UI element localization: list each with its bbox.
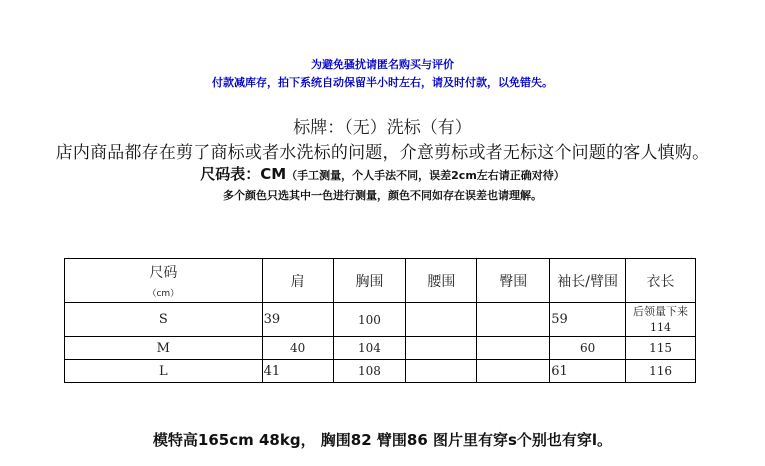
cell-shoulder: 39: [262, 303, 333, 337]
header-length: 衣长: [626, 259, 696, 303]
size-chart-heading: [0, 163, 765, 184]
cell-waist: [406, 303, 477, 337]
header-waist: 腰围: [406, 259, 477, 303]
cell-waist: [406, 360, 477, 383]
cell-shoulder: 40: [262, 337, 333, 360]
table-row: [65, 360, 696, 383]
cell-length-note: 后领量下来: [633, 304, 689, 318]
size-chart-title: 尺码表：CM: [200, 165, 287, 183]
cell-hip: [477, 303, 550, 337]
size-table: [64, 258, 696, 383]
cell-length-value: 114: [650, 320, 672, 334]
cell-size: S: [65, 303, 263, 337]
color-note: 多个颜色只选其中一色进行测量，颜色不同如存在误差也请理解。: [223, 189, 542, 202]
cell-sleeve: 60: [550, 337, 626, 360]
cell-sleeve: 59: [550, 303, 626, 337]
cell-size: M: [65, 337, 263, 360]
table-row: [65, 303, 696, 337]
brand-label-line: 标牌：（无）洗标（有）: [293, 118, 472, 138]
header-size-label: 尺码: [149, 265, 178, 281]
cell-length: [626, 303, 696, 337]
header-unit: （cm）: [147, 289, 180, 299]
notice-payment: 付款减库存，拍下系统自动保留半小时左右，请及时付款，以免错失。: [212, 76, 553, 89]
cell-size: L: [65, 360, 263, 383]
shop-warning-line: 店内商品都存在剪了商标或者水洗标的问题，介意剪标或者无标这个问题的客人慎购。: [55, 143, 710, 163]
table-row: [65, 337, 696, 360]
table-header-row: [65, 259, 696, 303]
cell-hip: [477, 360, 550, 383]
header-sleeve: 袖长/臂围: [550, 259, 626, 303]
cell-length: 115: [626, 337, 696, 360]
cell-hip: [477, 337, 550, 360]
cell-waist: [406, 337, 477, 360]
cell-chest: 108: [333, 360, 406, 383]
cell-chest: 100: [333, 303, 406, 337]
cell-sleeve: 61: [550, 360, 626, 383]
cell-chest: 104: [333, 337, 406, 360]
header-chest: 胸围: [333, 259, 406, 303]
cell-shoulder: 41: [262, 360, 333, 383]
cell-length: 116: [626, 360, 696, 383]
header-hip: 臀围: [477, 259, 550, 303]
size-chart-note: （手工测量，个人手法不同，误差2cm左右请正确对待）: [286, 169, 565, 182]
header-size: [65, 259, 263, 303]
notice-anonymous: 为避免骚扰请匿名购买与评价: [311, 58, 454, 71]
header-shoulder: 肩: [262, 259, 333, 303]
model-info-line: 模特高165cm 48kg， 胸围82 臂围86 图片里有穿s个别也有穿l。: [152, 431, 613, 449]
